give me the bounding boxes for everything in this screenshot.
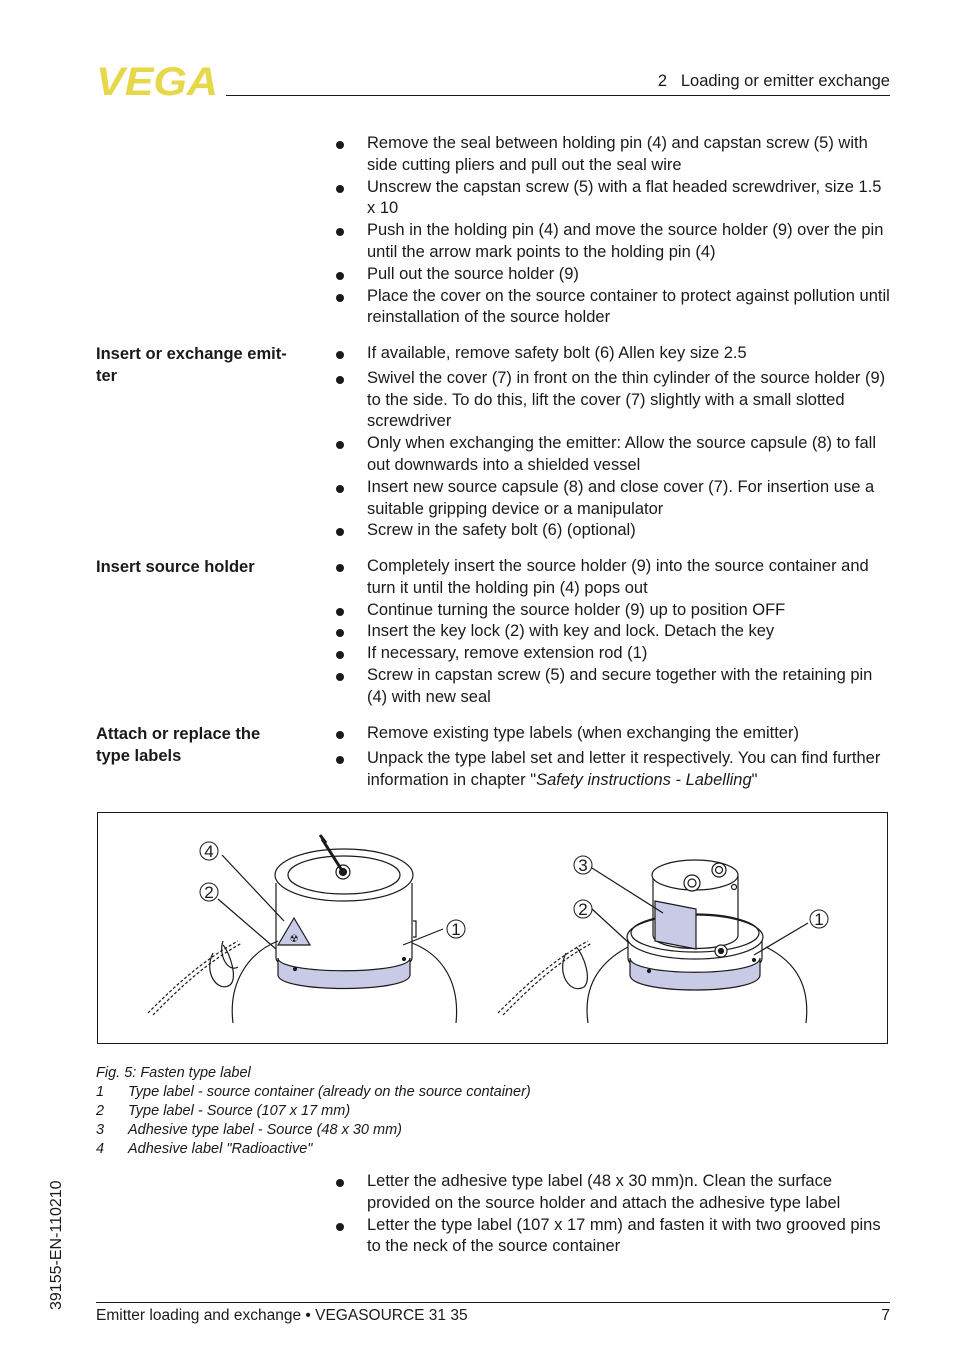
bullet-text: Unpack the type label set and letter it respectively. You can find further information in chapter " <box>367 748 881 789</box>
figure-caption <box>96 1064 531 1159</box>
callout-2: 2 <box>204 883 214 902</box>
svg-text:☢: ☢ <box>289 934 299 945</box>
page-number: 7 <box>881 1307 890 1324</box>
footer-divider <box>96 1302 890 1303</box>
section-title-insert-source-holder: Insert source holder <box>96 558 255 576</box>
legend-item: 2 Type label - Source (107 x 17 mm) <box>96 1103 351 1119</box>
callout-1: 1 <box>451 920 461 939</box>
callout-4: 4 <box>204 842 214 861</box>
legend-item: 3 Adhesive type label - Source (48 x 30 mm) <box>96 1122 403 1138</box>
source-container-right <box>498 860 808 1023</box>
final-bullet-list <box>334 1171 894 1258</box>
list-item: Letter the adhesive type label (48 x 30 mm)n. Clean the surface provided on the source holder and attach the adhesive type label <box>334 1171 894 1215</box>
insert-emitter-bullet-list <box>334 343 894 542</box>
list-item: Remove existing type labels (when exchanging the emitter) <box>334 723 894 745</box>
header-divider <box>226 95 890 96</box>
list-item: Insert new source capsule (8) and close cover (7). For insertion use a suitable gripping device or a manipulator <box>334 477 894 521</box>
type-labels-bullet-list <box>334 723 894 791</box>
adhesive-label <box>655 901 696 949</box>
vega-logo <box>96 64 220 98</box>
caption-title: Fig. 5: Fasten type label <box>96 1065 251 1081</box>
callout-2: 2 <box>578 900 588 919</box>
chapter-reference: Safety instructions - Labelling <box>536 770 752 789</box>
list-item <box>334 748 894 792</box>
intro-bullet-list <box>334 133 894 329</box>
list-item: Letter the type label (107 x 17 mm) and fasten it with two grooved pins to the neck of the source container <box>334 1215 894 1259</box>
list-item: Pull out the source holder (9) <box>334 264 894 286</box>
list-item: Screw in the safety bolt (6) (optional) <box>334 520 894 542</box>
figure-illustration <box>98 813 889 1045</box>
list-item: Only when exchanging the emitter: Allow the source capsule (8) to fall out downwards into a shielded vessel <box>334 433 894 477</box>
footer-title: Emitter loading and exchange • VEGASOURCE 31 35 <box>96 1307 468 1324</box>
source-container-left <box>148 835 457 1023</box>
bullet-text-end: " <box>751 770 758 789</box>
list-item: Place the cover on the source container to protect against pollution until reinstallation of the source holder <box>334 286 894 330</box>
figure-type-labels <box>97 812 888 1044</box>
list-item: If available, remove safety bolt (6) Allen key size 2.5 <box>334 343 894 365</box>
type-label-container-left <box>278 958 410 989</box>
type-label-container-right <box>630 958 760 990</box>
list-item: If necessary, remove extension rod (1) <box>334 643 894 665</box>
section-title-insert-emitter: Insert or exchange emit- ter <box>96 345 287 385</box>
list-item: Insert the key lock (2) with key and lock. Detach the key <box>334 621 894 643</box>
list-item: Remove the seal between holding pin (4) and capstan screw (5) with side cutting pliers and pull out the seal wire <box>334 133 894 177</box>
section-heading: 2 Loading or emitter exchange <box>657 72 890 90</box>
legend-item: 4 Adhesive label "Radioactive" <box>96 1141 313 1157</box>
document-id: 39155-EN-110210 <box>48 1180 65 1310</box>
list-item: Screw in capstan screw (5) and secure together with the retaining pin (4) with new seal <box>334 665 894 709</box>
callout-3: 3 <box>578 856 588 875</box>
list-item: Push in the holding pin (4) and move the source holder (9) over the pin until the arrow mark points to the holding pin (4) <box>334 220 894 264</box>
insert-source-holder-bullet-list <box>334 556 894 709</box>
list-item: Continue turning the source holder (9) up to position OFF <box>334 600 894 622</box>
section-title-type-labels: Attach or replace the type labels <box>96 725 261 765</box>
logo-text: VEGA <box>96 64 218 98</box>
callout-1: 1 <box>814 910 824 929</box>
list-item: Completely insert the source holder (9) into the source container and turn it until the holding pin (4) pops out <box>334 556 894 600</box>
list-item: Unscrew the capstan screw (5) with a flat headed screwdriver, size 1.5 x 10 <box>334 177 894 221</box>
list-item: Swivel the cover (7) in front on the thin cylinder of the source holder (9) to the side. To do this, lift the cover (7) slightly with a small slotted screwdriver <box>334 368 894 433</box>
legend-item: 1 Type label - source container (already on the source container) <box>96 1084 531 1100</box>
